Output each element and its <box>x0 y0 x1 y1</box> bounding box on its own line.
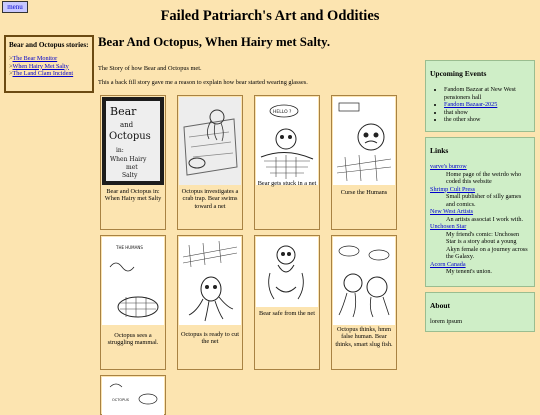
menu-button[interactable]: menu <box>2 1 28 13</box>
links-heading: Links <box>430 146 449 155</box>
comic-panel-9[interactable] <box>100 375 166 415</box>
speech-bubble-text: THE HUMANS <box>116 245 143 250</box>
stories-heading: Bear and Octopus stories: <box>9 41 89 49</box>
cover-word: and <box>120 121 134 129</box>
panel-caption: Bear and Octopus in: When Hairy met Salty <box>104 188 162 203</box>
panel-drawing <box>256 97 318 185</box>
link-new-west-artists[interactable]: New West Artists <box>430 208 474 215</box>
panel-drawing <box>179 97 241 185</box>
comic-panel-7[interactable] <box>254 235 320 370</box>
event-item[interactable]: • Fandom Bazaar-2025 <box>444 101 530 109</box>
comic-panel-3[interactable] <box>254 95 320 230</box>
story-link-land-clam-incident[interactable]: >The Land Clam Incident <box>9 70 74 77</box>
link-acorn-canada[interactable]: Acorn Canada <box>430 260 466 268</box>
link-shrimp-cult-press[interactable]: Shrimp Cult Press <box>430 185 476 193</box>
panel-caption: Octopus is ready to cut the net <box>180 331 240 346</box>
comic-panel-2[interactable] <box>177 95 243 230</box>
link-varves-burrow[interactable]: varve's burrow <box>430 163 467 170</box>
cover-drawing <box>102 97 164 185</box>
intro-line-2: This a back fill story gave me a reason to explain how bear started wearing glasses. <box>98 79 308 86</box>
about-panel <box>425 292 535 332</box>
links-panel <box>425 137 535 287</box>
about-heading: About <box>430 301 451 310</box>
cover-word: met <box>126 164 138 171</box>
cover-word: Octopus <box>109 131 151 142</box>
link-description: An artists associat I work with. <box>446 215 523 223</box>
speech-bubble-text: HELLO ? <box>273 110 292 115</box>
events-heading: Upcoming Events <box>430 69 487 78</box>
site-title: Failed Patriarch's Art and Oddities <box>160 8 380 24</box>
panel-drawing <box>256 237 318 307</box>
cover-word: in: <box>116 147 124 154</box>
story-title: Bear And Octopus, When Hairy met Salty. <box>98 35 331 49</box>
link-description: My friend's comic: Unchosen Star is a story about a young Akyn female on a journey across the Galaxy. <box>446 230 528 260</box>
event-item: • Fandom Bazzar at New West pensioners hall <box>444 86 530 101</box>
comic-panel-6[interactable] <box>177 235 243 370</box>
panel-drawing <box>333 97 395 185</box>
panel-caption: Bear safe from the net <box>259 310 315 317</box>
panel-drawing <box>102 377 164 415</box>
comic-panel-5[interactable] <box>100 235 166 370</box>
link-unchosen-star[interactable]: Unchosen Star <box>430 223 467 230</box>
cover-word: Bear <box>110 105 137 118</box>
cover-word: Salty <box>122 172 138 179</box>
cover-word: When Hairy <box>110 156 147 163</box>
comic-panel-4[interactable] <box>331 95 397 230</box>
comic-panel-8[interactable] <box>331 235 397 370</box>
events-panel <box>425 60 535 132</box>
panel-caption: Octopus investigates a crab trap. Bear swims toward a net <box>181 188 239 210</box>
stories-nav <box>4 35 94 93</box>
speech-bubble-text: OCTOPUS <box>112 398 129 402</box>
comic-panel-1[interactable] <box>100 95 166 230</box>
intro-line-1: The Story of how Bear and Octopus met. <box>98 65 202 72</box>
story-link-bear-monitor[interactable]: >The Bear Monitor <box>9 55 58 62</box>
panel-caption: Bear gets stuck in a net <box>257 180 317 187</box>
story-link-when-hairy-met-salty[interactable]: >When Hairy Met Salty <box>9 62 69 70</box>
link-description: My tenent's union. <box>446 268 492 275</box>
panel-drawing <box>179 237 241 325</box>
panel-caption: Octopus thinks, hmm false human. Bear thinks, smart slug fish. <box>335 326 393 348</box>
link-description: Home page of the weirdo who coded this website <box>446 170 522 185</box>
link-description: Small publisher of silly games and comics. <box>446 193 522 208</box>
panel-caption: Octopus sees a struggling mammal. <box>107 332 159 347</box>
event-item: • the other show <box>444 116 530 124</box>
panel-caption: Curse the Humans <box>340 189 388 196</box>
panel-drawing <box>102 237 164 325</box>
event-item: • that show <box>444 109 530 117</box>
about-text: lorem ipsum <box>430 318 463 325</box>
panel-drawing <box>333 237 395 325</box>
